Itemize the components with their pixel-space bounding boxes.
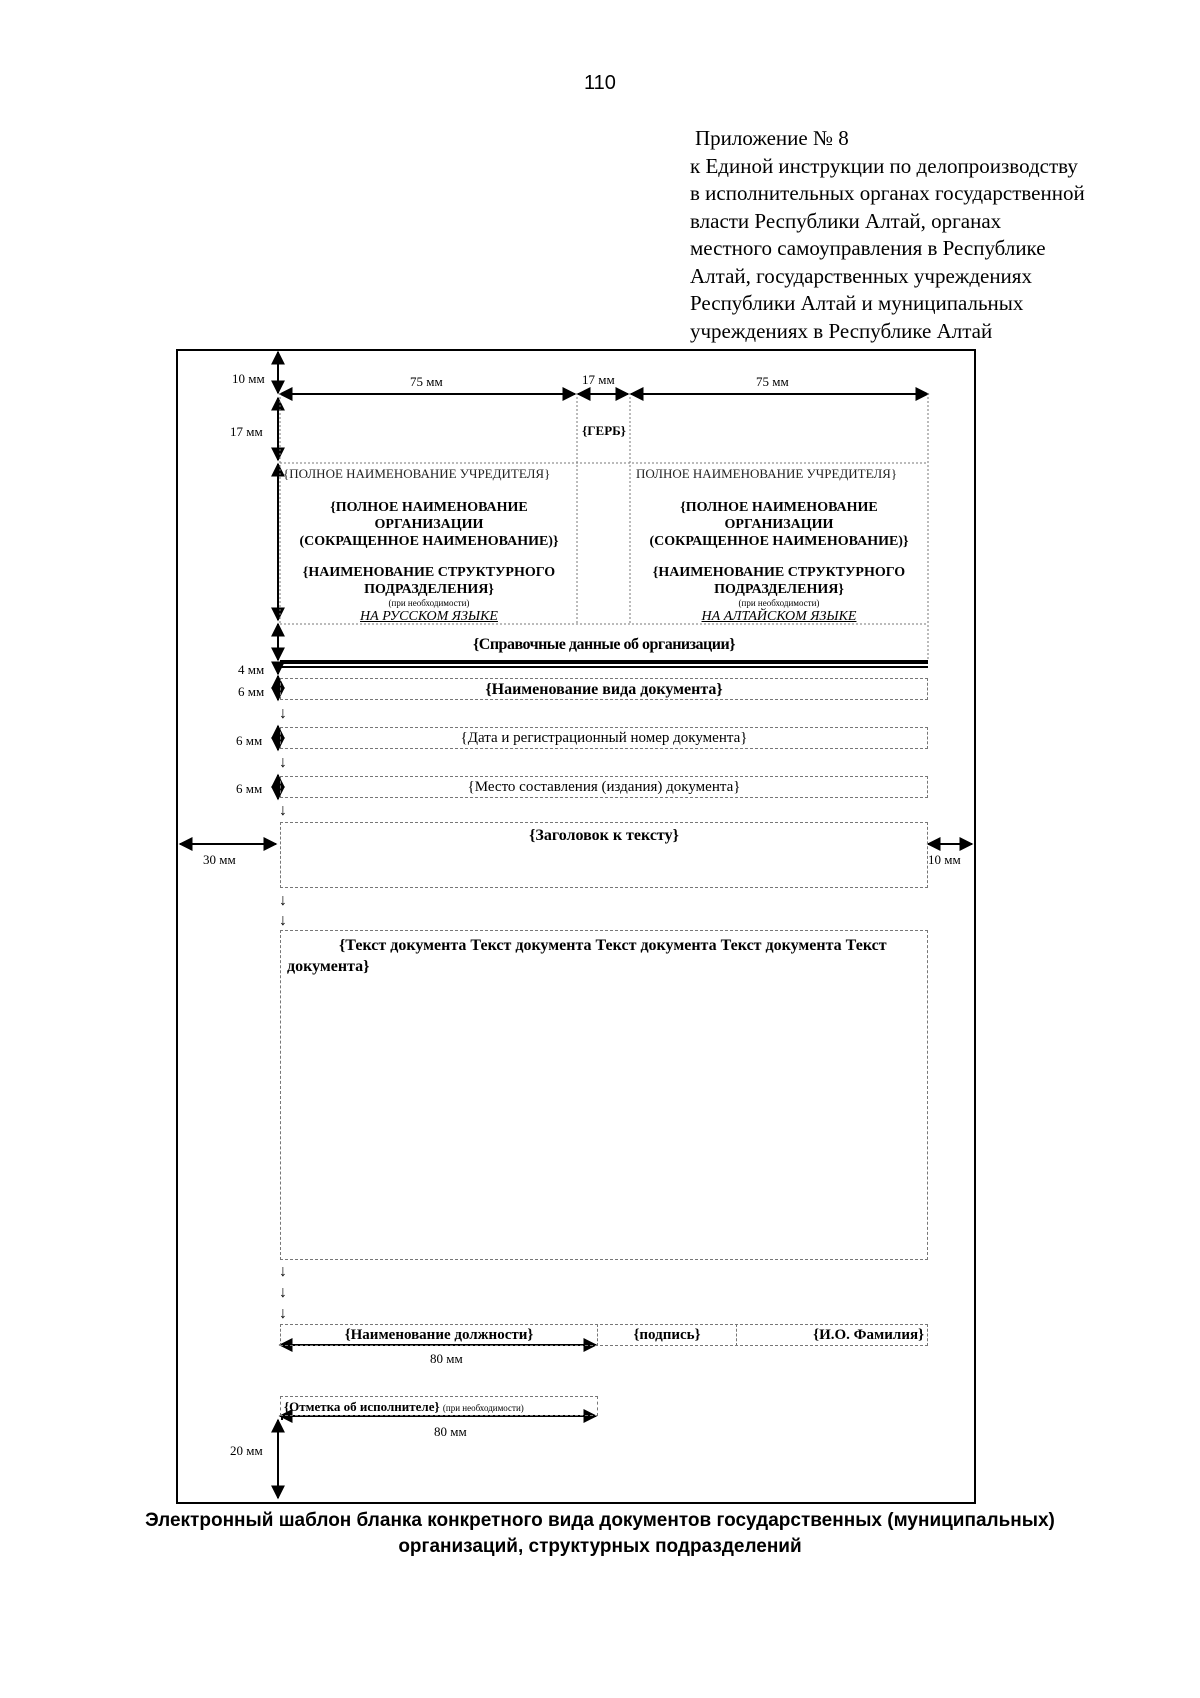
- org-name-left-line: {ПОЛНОЕ НАИМЕНОВАНИЕ: [330, 500, 528, 515]
- signature-divider: [736, 1324, 737, 1346]
- org-name-left-line: (СОКРАЩЕННОЕ НАИМЕНОВАНИЕ)}: [299, 534, 559, 549]
- signature: {подпись}: [633, 1327, 701, 1343]
- caption-line: Электронный шаблон бланка конкретного вида документов государственных (муниципальных): [145, 1510, 1055, 1531]
- founder-right: ПОЛНОЕ НАИМЕНОВАНИЕ УЧРЕДИТЕЛЯ}: [636, 466, 898, 481]
- dim-6mm-b: 6 мм: [236, 733, 263, 748]
- appendix-line: власти Республики Алтай, органах: [690, 208, 1002, 233]
- unit-right-line: ПОДРАЗДЕЛЕНИЯ}: [714, 582, 844, 597]
- appendix-line: в исполнительных органах государственной: [690, 181, 1085, 205]
- text-title: {Заголовок к тексту}: [529, 827, 679, 844]
- dim-20mm: 20 мм: [230, 1443, 263, 1458]
- dim-80mm-b: 80 мм: [434, 1424, 467, 1439]
- down-arrow-icon: ↓: [279, 1263, 287, 1280]
- full-name: {И.О. Фамилия}: [813, 1327, 924, 1343]
- coat-of-arms: {ГЕРБ}: [582, 423, 626, 438]
- lang-right: НА АЛТАЙСКОМ ЯЗЫКЕ: [701, 609, 857, 624]
- dim-10mm-right: 10 мм: [928, 852, 961, 867]
- unit-right-note: (при необходимости): [738, 598, 820, 608]
- document-text: {Текст документа Текст документа Текст документа Текст документа Текст документа}: [287, 937, 887, 975]
- unit-right: [632, 564, 926, 625]
- org-name-left-line: ОРГАНИЗАЦИИ: [374, 517, 484, 532]
- appendix-line: к Единой инструкции по делопроизводству: [690, 153, 1078, 178]
- org-name-right-line: ОРГАНИЗАЦИИ: [724, 517, 834, 532]
- doc-type: {Наименование вида документа}: [485, 681, 723, 698]
- org-name-right-line: (СОКРАЩЕННОЕ НАИМЕНОВАНИЕ)}: [649, 534, 909, 549]
- text-box: [280, 930, 928, 1260]
- date-reg: {Дата и регистрационный номер документа}: [460, 730, 748, 746]
- down-arrow-icon: ↓: [279, 892, 287, 909]
- appendix-line: Алтай, государственных учреждениях: [690, 263, 1032, 288]
- executor-label: {Отметка об исполнителе}: [284, 1399, 440, 1414]
- down-arrow-icon: ↓: [279, 912, 287, 929]
- down-arrow-icon: ↓: [279, 802, 287, 819]
- dim-75mm-right: 75 мм: [756, 374, 789, 389]
- org-name-right: [632, 499, 926, 550]
- signature-divider: [597, 1324, 598, 1346]
- caption-line: организаций, структурных подразделений: [398, 1536, 802, 1557]
- unit-left-line: {НАИМЕНОВАНИЕ СТРУКТУРНОГО: [302, 565, 556, 580]
- dim-30mm: 30 мм: [203, 852, 236, 867]
- place: {Место составления (издания) документа}: [467, 779, 741, 795]
- appendix-line: местного самоуправления в Республике: [690, 236, 1046, 260]
- dim-10mm-top: 10 мм: [232, 371, 265, 386]
- dim-75mm-left: 75 мм: [410, 374, 443, 389]
- executor-note: (при необходимости): [442, 1403, 524, 1413]
- reference-data: {Справочные данные об организации}: [472, 636, 736, 653]
- dim-17mm-mid: 17 мм: [582, 372, 615, 387]
- appendix-line: Республики Алтай и муниципальных: [690, 291, 1024, 315]
- appendix-line: Приложение № 8: [695, 126, 849, 150]
- dim-80mm-a: 80 мм: [430, 1351, 463, 1366]
- down-arrow-icon: ↓: [279, 754, 287, 771]
- unit-left: [282, 564, 576, 625]
- dim-6mm-c: 6 мм: [236, 781, 263, 796]
- org-name-left: [282, 499, 576, 550]
- dim-6mm-a: 6 мм: [238, 684, 265, 699]
- unit-right-line: {НАИМЕНОВАНИЕ СТРУКТУРНОГО: [652, 565, 906, 580]
- appendix-line: учреждениях в Республике Алтай: [690, 318, 993, 343]
- down-arrow-icon: ↓: [279, 1305, 287, 1322]
- founder-left: {ПОЛНОЕ НАИМЕНОВАНИЕ УЧРЕДИТЕЛЯ}: [283, 466, 551, 481]
- lang-left: НА РУССКОМ ЯЗЫКЕ: [360, 609, 498, 624]
- position-name: {Наименование должности}: [344, 1327, 534, 1343]
- unit-left-note: (при необходимости): [388, 598, 470, 608]
- page-number: 110: [584, 72, 616, 94]
- caption: [0, 1508, 1200, 1560]
- unit-left-line: ПОДРАЗДЕЛЕНИЯ}: [364, 582, 494, 597]
- executor: [284, 1398, 594, 1417]
- down-arrow-icon: ↓: [279, 705, 287, 722]
- down-arrow-icon: ↓: [279, 1284, 287, 1301]
- dim-17mm-left: 17 мм: [230, 424, 263, 439]
- org-name-right-line: {ПОЛНОЕ НАИМЕНОВАНИЕ: [680, 500, 878, 515]
- dim-4mm: 4 мм: [238, 662, 265, 677]
